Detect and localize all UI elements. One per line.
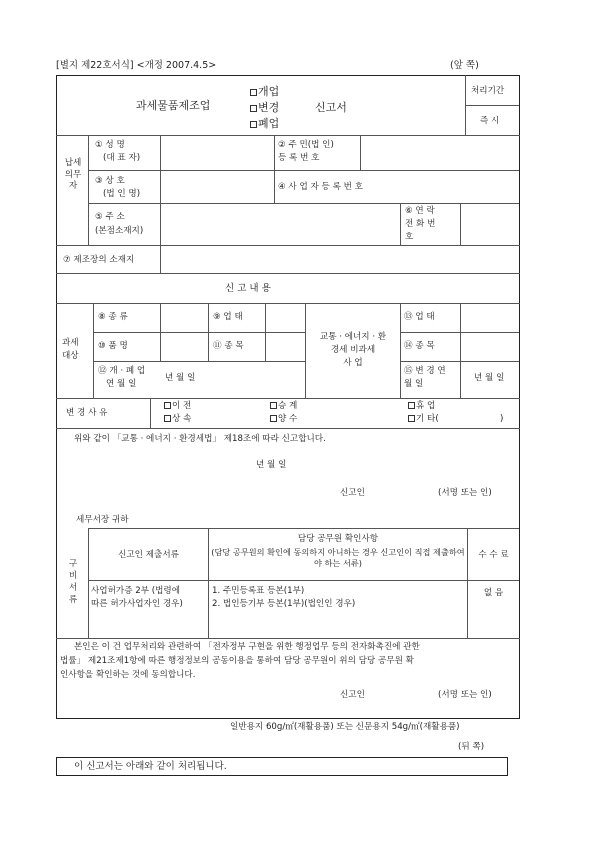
open-close-date-field[interactable]: 년 월 일 bbox=[165, 373, 196, 383]
business-reg-field[interactable] bbox=[400, 171, 519, 203]
reporter-label: 신고인 bbox=[340, 488, 365, 498]
kind-label: ⑧ 종 류 bbox=[98, 312, 128, 322]
officer-check-item-2: 2. 법인등기부 등본(1부)(법인인 경우) bbox=[212, 599, 356, 609]
exempt-biz-type-label: ⑬ 업 태 bbox=[404, 312, 435, 322]
officer-check-item-1: 1. 주민등록표 등본(1부) bbox=[212, 586, 305, 596]
form-title: 과세물품제조업 bbox=[136, 99, 211, 112]
category-field[interactable] bbox=[266, 333, 304, 361]
documents-section-label: 구비서류 bbox=[68, 559, 78, 606]
officer-check-header: 담당 공무원 확인사항 bbox=[297, 534, 379, 544]
page-side-label: (앞 쪽) bbox=[450, 60, 479, 71]
reason-suspend[interactable]: 휴 업 bbox=[408, 401, 435, 412]
option-open[interactable]: 개업 bbox=[250, 85, 279, 99]
phone-sublabel-2: 호 bbox=[405, 232, 414, 242]
trade-name-label: ③ 상 호 bbox=[95, 176, 125, 186]
name-sublabel: (대 표 자) bbox=[103, 153, 141, 163]
item-label: ⑩ 품 명 bbox=[98, 341, 128, 351]
exempt-category-field[interactable] bbox=[461, 333, 519, 361]
back-side-label: (뒤 쪽) bbox=[458, 742, 485, 752]
fee-value: 없 음 bbox=[483, 588, 504, 598]
declaration-date[interactable]: 년 월 일 bbox=[256, 460, 287, 470]
taxable-label-2: 대상 bbox=[62, 351, 79, 361]
submit-doc-line-1: 사업허가증 2부 (법령에 bbox=[91, 586, 180, 596]
reason-transfer[interactable]: 양 수 bbox=[270, 414, 297, 425]
reason-other-checkbox[interactable] bbox=[408, 415, 415, 422]
form-number: [별지 제22호서식] <개정 2007.4.5> bbox=[56, 60, 217, 71]
reason-inherit-checkbox[interactable] bbox=[164, 415, 171, 422]
item-field[interactable] bbox=[161, 333, 207, 361]
option-close[interactable]: 폐업 bbox=[250, 117, 279, 131]
rrn-sublabel: 등 록 번 호 bbox=[278, 153, 320, 163]
biz-type-label: ⑨ 업 태 bbox=[213, 312, 243, 322]
kind-field[interactable] bbox=[161, 304, 207, 332]
processing-period-value: 즉 시 bbox=[480, 116, 500, 126]
trade-name-field[interactable] bbox=[161, 171, 273, 203]
reason-transfer-checkbox[interactable] bbox=[270, 415, 277, 422]
reason-inherit[interactable]: 상 속 bbox=[164, 414, 191, 425]
reason-other[interactable]: 기 타( bbox=[408, 414, 439, 425]
officer-check-subheader: (담당 공무원의 확인에 동의하지 아니하는 경우 신고인이 직접 제출하여야 하는 서류) bbox=[211, 547, 465, 569]
processing-period-label: 처리기간 bbox=[471, 86, 505, 96]
exempt-label-2: 경세 비과세 bbox=[330, 345, 376, 355]
exempt-label: 교통 · 에너지 · 환 bbox=[319, 332, 387, 342]
open-checkbox[interactable] bbox=[250, 89, 257, 96]
back-notice-box bbox=[56, 757, 508, 776]
report-content-heading: 신 고 내 용 bbox=[225, 283, 271, 294]
factory-location-label: ⑦ 제조장의 소재지 bbox=[63, 255, 135, 265]
consent-signature[interactable]: (서명 또는 인) bbox=[438, 690, 492, 700]
change-date-field[interactable]: 년 월 일 bbox=[474, 373, 505, 383]
reporter-signature[interactable]: (서명 또는 인) bbox=[438, 488, 492, 498]
phone-sublabel: 전 화 번 bbox=[405, 219, 436, 229]
option-change[interactable]: 변경 bbox=[250, 101, 279, 115]
paper-spec: 일반용지 60g/㎡(재활용품) 또는 신문용지 54g/㎡(재활용품) bbox=[230, 722, 460, 732]
category-label: ⑪ 종 목 bbox=[213, 341, 244, 351]
close-checkbox[interactable] bbox=[250, 121, 257, 128]
reason-succession[interactable]: 승 계 bbox=[270, 401, 297, 412]
name-field[interactable] bbox=[161, 136, 273, 170]
reason-succession-checkbox[interactable] bbox=[270, 402, 277, 409]
phone-label: ⑥ 연 락 bbox=[405, 206, 435, 216]
change-date-label: ⑮ 변 경 연 bbox=[404, 366, 446, 376]
exempt-label-3: 사 업 bbox=[343, 358, 363, 368]
recipient: 세무서장 귀하 bbox=[76, 515, 129, 525]
change-reason-label: 변 경 사 유 bbox=[66, 408, 108, 418]
phone-field[interactable] bbox=[461, 204, 519, 245]
taxable-label: 과세 bbox=[62, 338, 79, 348]
rrn-field[interactable] bbox=[361, 136, 519, 170]
reason-move[interactable]: 이 전 bbox=[164, 401, 191, 412]
reason-other-close: ) bbox=[500, 414, 504, 424]
address-sublabel: (본점소재지) bbox=[95, 226, 144, 236]
name-label: ① 성 명 bbox=[95, 140, 125, 150]
business-reg-label: ④ 사 업 자 등 록 번 호 bbox=[278, 182, 363, 192]
fee-header: 수 수 료 bbox=[478, 550, 509, 560]
rrn-label: ② 주 민(법 인) bbox=[278, 140, 334, 150]
address-label: ⑤ 주 소 bbox=[95, 212, 125, 222]
exempt-category-label: ⑭ 종 목 bbox=[404, 341, 435, 351]
consent-line-1: 본인은 이 건 업무처리와 관련하여 「전자정부 구현을 위한 행정업무 등의 전자화촉진에 관한 bbox=[74, 642, 420, 652]
declaration-text: 위와 같이 「교통 · 에너지 · 환경세법」 제18조에 따라 신고합니다. bbox=[74, 434, 326, 444]
factory-location-field[interactable] bbox=[161, 246, 519, 273]
back-notice-text: 이 신고서는 아래와 같이 처리됩니다. bbox=[74, 761, 227, 772]
submit-docs-header: 신고인 제출서류 bbox=[118, 550, 179, 560]
reason-move-checkbox[interactable] bbox=[164, 402, 171, 409]
biz-type-field[interactable] bbox=[266, 304, 304, 332]
consent-reporter-label: 신고인 bbox=[340, 690, 365, 700]
submit-doc-line-2: 따른 허가사업자인 경우) bbox=[91, 599, 183, 609]
exempt-biz-type-field[interactable] bbox=[461, 304, 519, 332]
taxpayer-section-label: 납세의무자 bbox=[64, 158, 82, 192]
address-field[interactable] bbox=[161, 204, 399, 245]
change-date-sublabel: 월 일 bbox=[404, 379, 424, 389]
consent-line-3: 인사항을 확인하는 것에 동의합니다. bbox=[60, 670, 196, 680]
reason-suspend-checkbox[interactable] bbox=[408, 402, 415, 409]
consent-line-2: 법률」 제21조제1항에 따른 행정정보의 공동이용을 통하여 담당 공무원이 위의 담당 공무원 확 bbox=[60, 656, 414, 666]
change-checkbox[interactable] bbox=[250, 105, 257, 112]
open-close-date-label: ⑫ 개 · 폐 업 bbox=[98, 366, 146, 376]
form-title-report: 신고서 bbox=[315, 101, 347, 114]
open-close-date-sublabel: 연 월 일 bbox=[106, 379, 137, 389]
trade-name-sublabel: (법 인 명) bbox=[103, 189, 141, 199]
